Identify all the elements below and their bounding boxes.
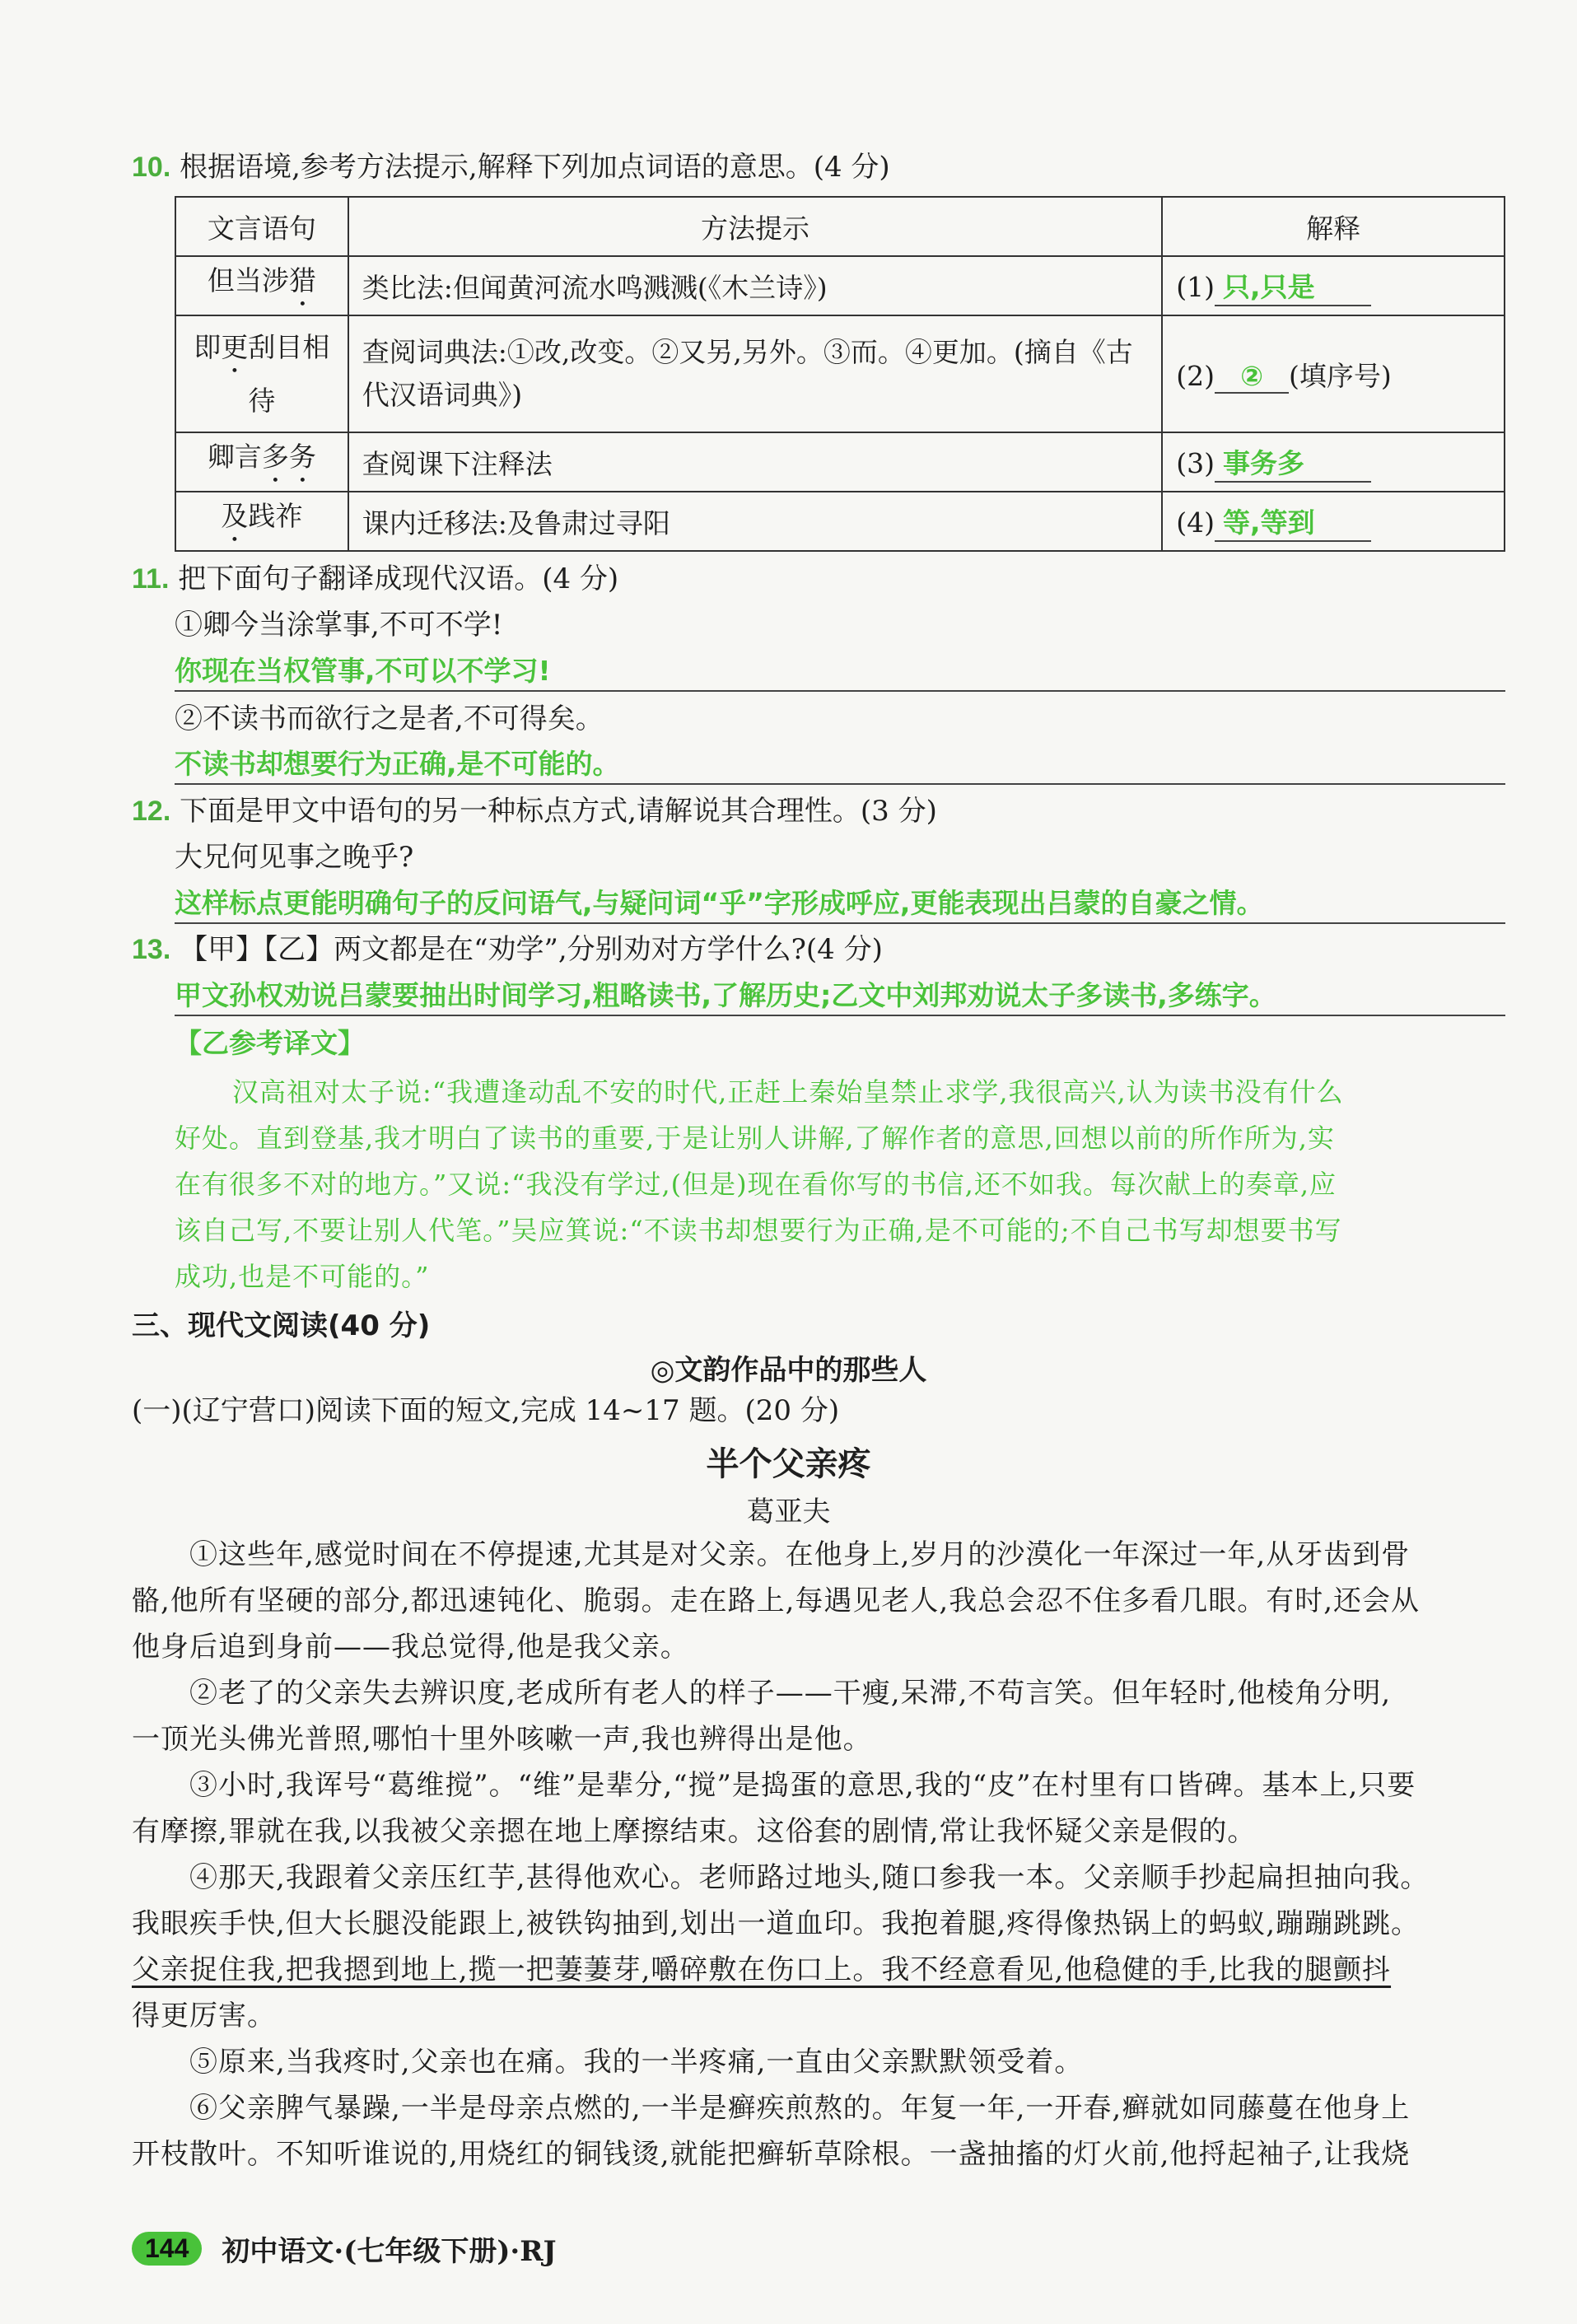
- article-line: 他身后追到身前——我总觉得,他是我父亲。: [132, 1631, 689, 1664]
- q11-answer-1[interactable]: 你现在当权管事,不可以不学习!: [175, 652, 1505, 692]
- row2-pre: 即: [194, 330, 222, 363]
- row1-idx: (1): [1176, 270, 1215, 303]
- row1-dotted: 猎: [288, 264, 316, 296]
- row3-sentence: [175, 432, 348, 492]
- row4-answer[interactable]: 等,等到: [1215, 502, 1371, 542]
- table-row: [175, 256, 1505, 315]
- row3-answer[interactable]: 事务多: [1215, 442, 1371, 483]
- article-line: 得更厉害。: [132, 2000, 276, 2032]
- q12-answer[interactable]: 这样标点更能明确句子的反问语气,与疑问词“乎”字形成呼应,更能表现出吕蒙的自豪之情。: [175, 884, 1505, 924]
- article-line: ⑥父亲脾气暴躁,一半是母亲点燃的,一半是癣疾煎熬的。年复一年,一开春,癣就如同藤蔓在他身上: [189, 2092, 1411, 2125]
- translation-line: 成功,也是不可能的。”: [175, 1261, 430, 1292]
- header-explain: 解释: [1162, 197, 1505, 256]
- section3-intro: (一)(辽宁营口)阅读下面的短文,完成 14~17 题。(20 分): [132, 1394, 840, 1427]
- article-line: ③小时,我诨号“葛维搅”。“维”是辈分,“搅”是捣蛋的意思,我的“皮”在村里有口皆碑。基本上,只要: [189, 1769, 1416, 1802]
- header-method: 方法提示: [348, 197, 1163, 256]
- row3-dotted: 多务: [261, 440, 316, 473]
- article-title: 半个父亲疼: [706, 1444, 871, 1483]
- q11-answer-2[interactable]: 不读书却想要行为正确,是不可能的。: [175, 745, 1505, 785]
- row1-method: 类比法:但闻黄河流水鸣溅溅(《木兰诗》): [348, 256, 1163, 315]
- q10-prompt: [132, 148, 1532, 186]
- article-line: 开枝散叶。不知听谁说的,用烧红的铜钱烫,就能把癣斩草除根。一盏抽搐的灯火前,他捋起袖子,让我烧: [132, 2138, 1411, 2171]
- translation-line: 该自己写,不要让别人代笔。”吴应箕说:“不读书却想要行为正确,是不可能的;不自己书写却想要书写: [175, 1215, 1342, 1246]
- q11-sentence-1: ①卿今当涂掌事,不可不学!: [175, 609, 503, 642]
- article-line: ②老了的父亲失去辨识度,老成所有老人的样子——干瘦,呆滞,不苟言笑。但年轻时,他棱角分明,: [189, 1677, 1392, 1710]
- section3-theme: ◎文韵作品中的那些人: [650, 1354, 927, 1387]
- row4-idx: (4): [1176, 506, 1215, 539]
- row1-explain: [1162, 256, 1505, 315]
- translation-body: [175, 1069, 1509, 1300]
- q13-prompt: [132, 931, 1532, 968]
- q13-answer[interactable]: 甲文孙权劝说吕蒙要抽出时间学习,粗略读书,了解历史;乙文中刘邦劝说太子多读书,多练字。: [175, 977, 1505, 1016]
- q10-table: [175, 196, 1505, 552]
- translation-heading: 【乙参考译文】: [175, 1027, 365, 1059]
- q13-number: 13.: [132, 934, 171, 965]
- article-line: ⑤原来,当我疼时,父亲也在痛。我的一半疼痛,一直由父亲默默领受着。: [189, 2046, 1084, 2079]
- q12-sentence: 大兄何见事之晚乎?: [175, 841, 414, 874]
- table-row: [175, 492, 1505, 551]
- row2-idx: (2): [1176, 359, 1215, 392]
- q13-text: 【甲】【乙】两文都是在“劝学”,分别劝对方学什么?(4 分): [180, 933, 883, 966]
- row2-suffix: (填序号): [1289, 359, 1392, 392]
- translation-line: 好处。直到登基,我才明白了读书的重要,于是让别人讲解,了解作者的意思,回想以前的所作所为,实: [175, 1122, 1335, 1154]
- row3-pre: 卿言: [207, 440, 262, 473]
- article-body: [132, 1532, 1515, 2177]
- article-line: 骼,他所有坚硬的部分,都迅速钝化、脆弱。走在路上,每遇见老人,我总会忍不住多看几眼。有时,还会从: [132, 1584, 1421, 1617]
- row3-explain: [1162, 432, 1505, 492]
- header-sentence: 文言语句: [175, 197, 348, 256]
- row2-answer[interactable]: ②: [1215, 360, 1289, 394]
- q10-text: 根据语境,参考方法提示,解释下列加点词语的意思。(4 分): [180, 151, 890, 184]
- q11-text: 把下面句子翻译成现代汉语。(4 分): [178, 562, 619, 595]
- translation-line: 汉高祖对太子说:“我遭逢动乱不安的时代,正赶上秦始皇禁止求学,我很高兴,认为读书没有什么: [232, 1076, 1344, 1108]
- table-header-row: [175, 197, 1505, 256]
- row4-sentence: [175, 492, 348, 551]
- footer-text: 初中语文·(七年级下册)·RJ: [222, 2235, 557, 2268]
- q11-number: 11.: [132, 563, 170, 595]
- q11-prompt: [132, 560, 1532, 598]
- row2-method: 查阅词典法:①改,改变。②又另,另外。③而。④更加。(摘自《古代汉语词典》): [348, 315, 1163, 432]
- article-line: ①这些年,感觉时间在不停提速,尤其是对父亲。在他身上,岁月的沙漠化一年深过一年,从牙齿到骨: [189, 1538, 1411, 1571]
- article-author: 葛亚夫: [746, 1496, 831, 1528]
- row1-pre: 但当涉: [207, 264, 289, 296]
- row2-dotted: 更: [221, 330, 249, 363]
- footer: [132, 2228, 557, 2269]
- page-number: 144: [132, 2232, 202, 2266]
- q12-text: 下面是甲文中语句的另一种标点方式,请解说其合理性。(3 分): [180, 795, 937, 828]
- row2-explain: [1162, 315, 1505, 432]
- table-row: [175, 432, 1505, 492]
- table-row: [175, 315, 1505, 432]
- row1-sentence: [175, 256, 348, 315]
- article-line-underlined: 父亲捉住我,把我摁到地上,揽一把萋萋芽,嚼碎敷在伤口上。我不经意看见,他稳健的手,比我的腿颤抖: [132, 1953, 1392, 1986]
- row4-post: 践祚: [248, 499, 303, 532]
- article-line: 有摩擦,罪就在我,以我被父亲摁在地上摩擦结束。这俗套的剧情,常让我怀疑父亲是假的。: [132, 1815, 1257, 1848]
- article-line: 我眼疾手快,但大长腿没能跟上,被铁钩抽到,划出一道血印。我抱着腿,疼得像热锅上的蚂蚁,蹦蹦跳跳。: [132, 1907, 1421, 1940]
- q10-number: 10.: [132, 152, 171, 183]
- q11-sentence-2: ②不读书而欲行之是者,不可得矣。: [175, 702, 604, 735]
- q12-number: 12.: [132, 796, 171, 827]
- row3-method: 查阅课下注释法: [348, 432, 1163, 492]
- translation-line: 在有很多不对的地方。”又说:“我没有学过,(但是)现在看你写的书信,还不如我。每次献上的奏章,应: [175, 1169, 1337, 1200]
- row3-idx: (3): [1176, 446, 1215, 479]
- section3-title: 三、现代文阅读(40 分): [132, 1309, 431, 1342]
- row4-dotted: 及: [221, 499, 249, 532]
- article-line: ④那天,我跟着父亲压红芋,甚得他欢心。老师路过地头,随口参我一本。父亲顺手抄起扁担抽向我。: [189, 1861, 1430, 1894]
- q12-prompt: [132, 792, 1532, 830]
- row2-post: 刮目相待: [248, 330, 330, 417]
- row4-method: 课内迁移法:及鲁肃过寻阳: [348, 492, 1163, 551]
- row4-explain: [1162, 492, 1505, 551]
- article-line: 一顶光头佛光普照,哪怕十里外咳嗽一声,我也辨得出是他。: [132, 1723, 872, 1756]
- row2-sentence: [175, 315, 348, 432]
- row1-answer[interactable]: 只,只是: [1215, 266, 1371, 306]
